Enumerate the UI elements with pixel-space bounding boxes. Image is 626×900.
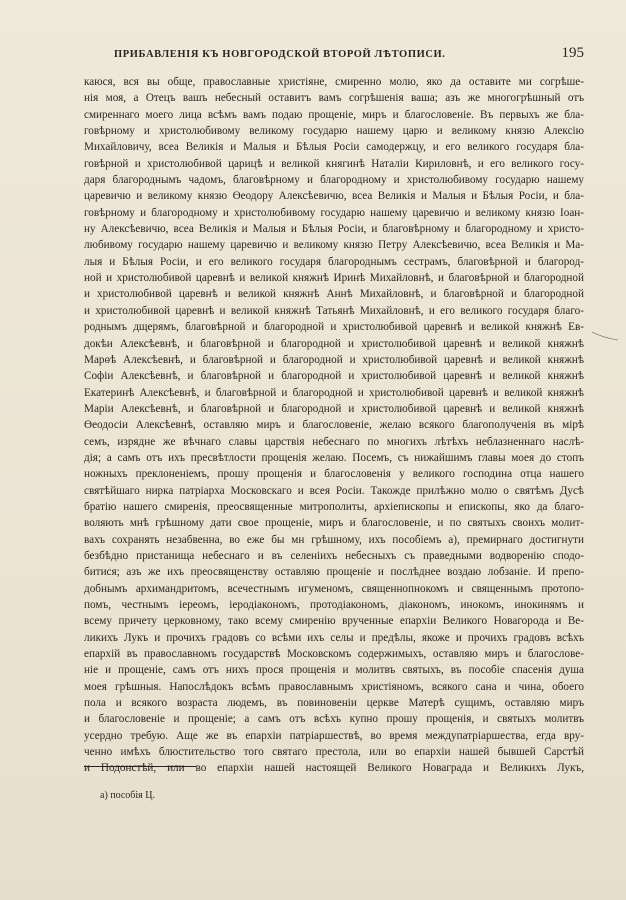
text-line: ликихъ Лукъ и прочихъ градовъ со всѣми ихъ селы и предѣлы, якоже и прочихъ градовъ всѣхъ [84,631,584,644]
text-line: ченно имѣхъ блюстительство того святаго престола, или во епархіи нашей бывшей Сарстѣй [84,746,584,759]
text-line: докѣи Алексѣевнѣ, и благовѣрной и благородной и христолюбивой царевнѣ и великой княжнѣ [84,337,584,350]
text-line: и христолюбивой царевнѣ и великой княжнѣ Татьянѣ Михайловнѣ, и его великого государя благо- [84,304,584,317]
text-line: безбѣдно пристанища небеснаго и въ селеніихъ небесныхъ съ праведными водворенію сподо- [84,549,584,562]
text-line: усердно требую. Аще же въ епархіи патріаршествѣ, во время междупатріаршества, егда вру- [84,729,584,742]
text-line: дія; а самъ отъ ихъ пресвѣтлости прощенія желаю. Посемъ, съ нижайшимъ главы моея до стопъ [84,451,584,464]
text-line: Екатеринѣ Алексѣевнѣ, и благовѣрной и благородной и христолюбивой царевнѣ и великой княжнѣ [84,386,584,399]
text-line: Софіи Алексѣевнѣ, и благовѣрной и благородной и христолюбивой царевнѣ и великой княжнѣ [84,370,584,383]
text-line: роднымъ дщерямъ, благовѣрной и благородной и христолюбивой царевнѣ и великой княжнѣ Ев- [84,321,584,334]
text-line: ну Алексѣевичю, всеа Великія и Малыя и Бѣлыя Росіи, и благовѣрному и благородному и христо- [84,223,584,236]
text-line: добнымъ архимандритомъ, всечестнымъ игуменомъ, священнопнокомъ и священнымъ протопо- [84,582,584,595]
text-line: и благословеніе и прощеніе; а самъ отъ всѣхъ купно прошу прощенія, и святыхъ молитвъ [84,713,584,726]
text-line: каюся, вся вы обще, православные христіяне, смиренно молю, яко да оставите ми согрѣше- [84,76,584,88]
text-line: моея грѣшныя. Напослѣдокъ всѣмъ православнымъ христіяномъ, всякого сана и чина, обоего [84,680,584,693]
text-line: воляють мнѣ грѣшному дати свое прощеніе, миръ и благословеніе, и по святыхъ своихъ молит- [84,517,584,530]
text-line: ной и христолюбивой царевнѣ и великой княжнѣ Иринѣ Михайловнѣ, и благовѣрной и благородной [84,272,584,285]
text-line: помъ, честнымъ іереомъ, іеродіакономъ, протодіакономъ, діакономъ, инокомъ, инокинямъ и [84,599,584,611]
footnote-divider [84,766,196,767]
footnote: а) пособія Ц. [100,790,155,801]
text-line: любивому государю нашему царевичю и великому князю Петру Алексѣевичю, всеа Великія и Ма- [84,239,584,252]
text-line: и христолюбивой царевнѣ и великой княжнѣ Аннѣ Михайловнѣ, и благовѣрной и благородной [84,288,584,301]
margin-pencil-mark-icon [590,330,620,350]
text-line: вахъ сохранять незабвенна, во еже бы мн грѣшному, ихъ пособіемъ а), премирнаго достигнути [84,533,584,546]
text-line: даря благороднымъ чадомъ, благовѣрному и благородному и христолюбивому государю нашему [84,174,584,187]
text-line: битися; азъ же ихъ преосвященству оставляю прощеніе и послѣднее воздаю лобзаніе. И препо- [84,566,584,579]
text-line: святѣйшаго нирка патріарха Московскаго и всея Росіи. Такожде прилѣжно молю о святѣмъ Дусѣ [84,484,584,497]
text-line: епархій въ православномъ государствѣ Московскомъ содержимыхъ, оставляю миръ и благослове- [84,648,584,661]
page-header [84,45,584,65]
text-line: царевичю и великому князю Өеодору Алексѣевичю, всеа Великія и Малыя и Бѣлыя Росіи, и бла- [84,190,584,203]
text-line: семъ, изрядне же вѣчнаго славы царствія небеснаго по многихъ лѣтѣхъ неблазненнаго наслѣ- [84,435,584,448]
text-line: Михайловичу, всеа Великія и Малыя и Бѣлыя Росіи самодержцу, и его великого государя бла- [84,141,584,154]
text-line: Өеодосіи Алексѣевнѣ, оставляю миръ и благословеніе, желаю всякого благополученія въ мірѣ [84,419,584,432]
text-line: лыя и Бѣлыя Росіи, и его великого государя благороднымъ сестрамъ, благовѣрной и благород- [84,255,584,268]
text-line: нія моя, а Отецъ вашъ небесный оставитъ вамъ согрѣшенія ваша; азъ же многогрѣшный отъ [84,92,584,105]
text-line: и Подонстѣй, или во епархіи нашей настоящей Великого Новаграда и Великихъ Лукъ, [84,762,584,775]
text-line: ножныхъ преклоненіемъ, прошу прощенія и благословенія у великого господина отца нашего [84,468,584,481]
text-line: всему причету церковному, тако всему смиренію врученные епархіи Великого Новагорода и Ве- [84,615,584,628]
body-text [84,74,584,777]
running-title: ПРИБАВЛЕНІЯ КЪ НОВГОРОДСКОЙ ВТОРОЙ ЛѢТОПИСИ. [114,49,446,60]
text-line: пола и всякого возраста людемъ, въ повиновеніи церкве Матерѣ сущимъ, оставляю миръ [84,697,584,710]
page-number: 195 [561,45,584,61]
text-line: ніе и прощеніе, самъ отъ нихъ прося прощенія и молитвъ святыхъ, въ пособіе спасенія душа [84,664,584,677]
text-line: братію нашего смиренія, преосвященные митрополиты, архіепископы и епископы, яко да благо- [84,500,584,513]
text-line: говѣрному и благородному и христолюбивому государю нашему царевичю и великому князю Іоан- [84,206,584,219]
text-line: Маріи Алексѣевнѣ, и благовѣрной и благородной и христолюбивой царевнѣ и великой княжнѣ [84,402,584,415]
text-line: смиреннаго моего лица всѣмъ вамъ подаю прощеніе, миръ и благословеніе. Въ первыхъ же бла- [84,108,584,121]
text-line: Марөѣ Алексѣевнѣ, и благовѣрной и благородной и христолюбивой царевнѣ и великой княжнѣ [84,353,584,366]
text-line: говѣрной и христолюбивой царицѣ и великой княгинѣ Наталіи Кириловнѣ, и его великого госу- [84,157,584,170]
text-line: говѣрному и христолюбивому великому государю нашему царю и великому князю Алексію [84,125,584,138]
